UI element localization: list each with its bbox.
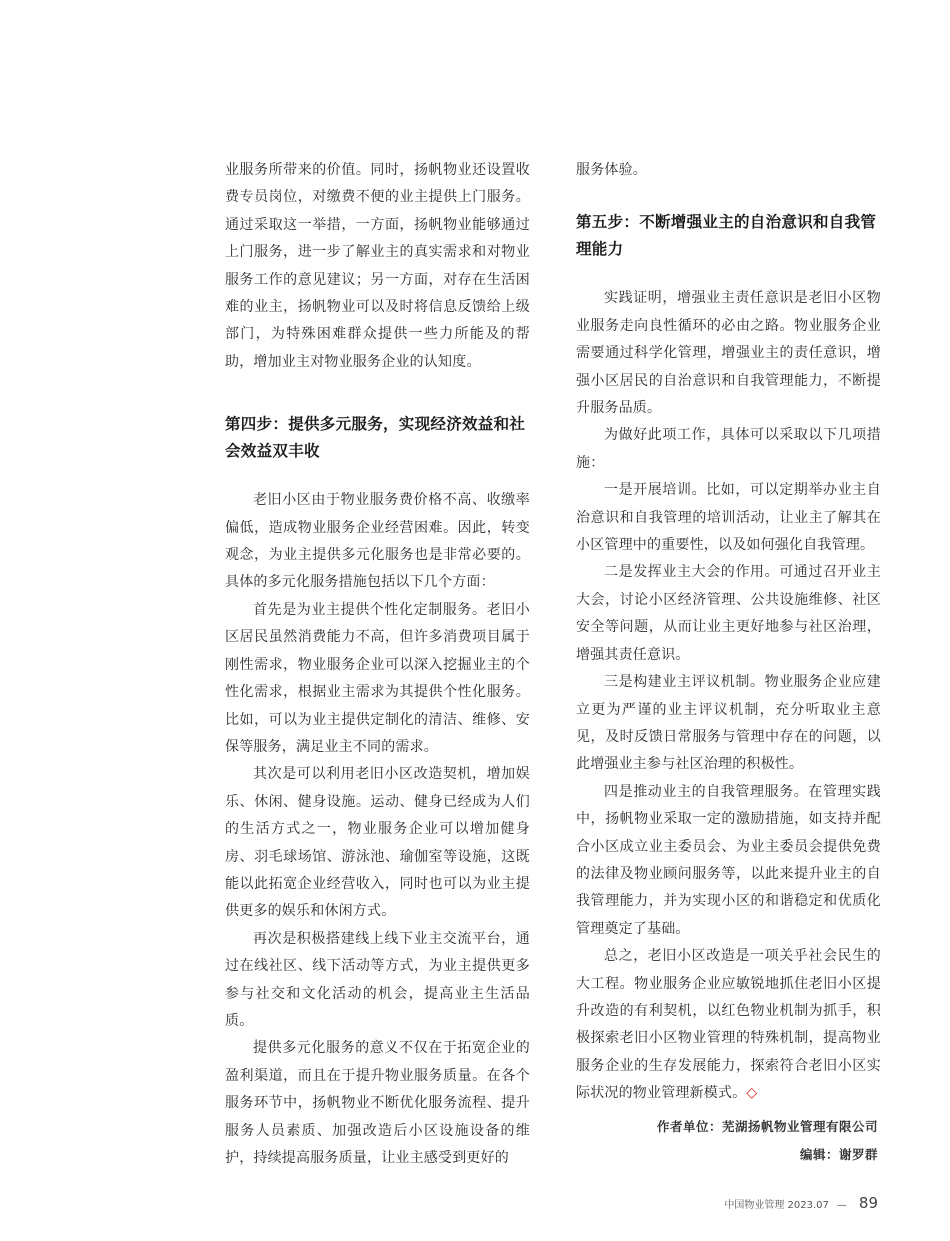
paragraph: 提供多元化服务的意义不仅在于拓宽企业的盈利渠道，而且在于提升物业服务质量。在各个服务环节中，扬帆物业不断优化服务流程、提升服务人员素质、加强改造后小区设施设备的维护，持续提高服务质量，让业主感受到更好的 — [225, 1040, 530, 1166]
page-number: 89 — [858, 1194, 878, 1212]
footer-dash: — — [836, 1200, 847, 1211]
paragraph: 首先是为业主提供个性化定制服务。老旧小区居民虽然消费能力不高，但许多消费项目属于刚性需求，物业服务企业可以深入挖掘业主的个性化需求，根据业主需求为其提供个性化服务。比如，可以为业主提供定制化的清洁、维修、安保等服务，满足业主不同的需求。 — [225, 601, 530, 755]
left-column — [225, 157, 530, 1172]
paragraph: 老旧小区由于物业服务费价格不高、收缴率偏低，造成物业服务企业经营困难。因此，转变观念，为业主提供多元化服务也是非常必要的。具体的多元化服务措施包括以下几个方面： — [225, 492, 530, 591]
section-heading-step5: 第五步：不断增强业主的自治意识和自我管理能力 — [576, 213, 877, 259]
end-mark-icon: ◇ — [746, 1085, 758, 1102]
author-affiliation: 作者单位：芜湖扬帆物业管理有限公司 — [656, 1119, 878, 1134]
issue-date: 2023.07 — [787, 1200, 829, 1211]
paragraph: 为做好此项工作，具体可以采取以下几项措施： — [576, 427, 881, 471]
editor-name: 编辑：谢罗群 — [799, 1147, 878, 1162]
right-column — [576, 157, 881, 1108]
credits — [657, 1113, 878, 1169]
paragraph: 三是构建业主评议机制。物业服务企业应建立更为严谨的业主评议机制，充分听取业主意见，及时反馈日常服务与管理中存在的问题，以此增强业主参与社区治理的积极性。 — [576, 674, 881, 773]
conclusion-text: 总之，老旧小区改造是一项关乎社会民生的大工程。物业服务企业应敏锐地抓住老旧小区提升改造的有利契机，以红色物业机制为抓手，积极探索老旧小区物业管理的特殊机制，提高物业服务企业的生存发展能力，探索符合老旧小区实际状况的物业管理新模式。 — [576, 948, 881, 1102]
paragraph: 再次是积极搭建线上线下业主交流平台，通过在线社区、线下活动等方式，为业主提供更多参与社交和文化活动的机会，提高业主生活品质。 — [225, 930, 530, 1029]
paragraph: 四是推动业主的自我管理服务。在管理实践中，扬帆物业采取一定的激励措施，如支持并配合小区成立业主委员会、为业主委员会提供免费的法律及物业顾问服务等，以此来提升业主的自我管理能力，并为实现小区的和谐稳定和优质化管理奠定了基础。 — [576, 783, 881, 937]
paragraph: 其次是可以利用老旧小区改造契机，增加娱乐、休闲、健身设施。运动、健身已经成为人们的生活方式之一，物业服务企业可以增加健身房、羽毛球场馆、游泳池、瑜伽室等设施，这既能以此拓宽企业经营收入，同时也可以为业主提供更多的娱乐和休闲方式。 — [225, 766, 530, 920]
paragraph-continued: 服务体验。 — [576, 162, 647, 178]
paragraph: 二是发挥业主大会的作用。可通过召开业主大会，讨论小区经济管理、公共设施维修、社区安全等问题，从而让业主更好地参与社区治理，增强其责任意识。 — [576, 564, 881, 663]
paragraph: 一是开展培训。比如，可以定期举办业主自治意识和自我管理的培训活动，让业主了解其在小区管理中的重要性，以及如何强化自我管理。 — [576, 482, 881, 554]
journal-name: 中国物业管理 — [724, 1200, 785, 1211]
paragraph-continued: 业服务所带来的价值。同时，扬帆物业还设置收费专员岗位，对缴费不便的业主提供上门服务。通过采取这一举措，一方面，扬帆物业能够通过上门服务，进一步了解业主的真实需求和对物业服务工作的意见建议；另一方面，对存在生活困难的业主，扬帆物业可以及时将信息反馈给上级部门，为特殊困难群众提供一些力所能及的帮助，增加业主对物业服务企业的认知度。 — [225, 162, 530, 370]
section-heading-step4: 第四步：提供多元服务，实现经济效益和社会效益双丰收 — [225, 415, 526, 461]
paragraph-conclusion — [576, 943, 881, 1107]
page-footer — [724, 1194, 878, 1212]
paragraph: 实践证明，增强业主责任意识是老旧小区物业服务走向良性循环的必由之路。物业服务企业需要通过科学化管理，增强业主的责任意识，增强小区居民的自治意识和自我管理能力，不断提升服务品质。 — [576, 290, 881, 417]
